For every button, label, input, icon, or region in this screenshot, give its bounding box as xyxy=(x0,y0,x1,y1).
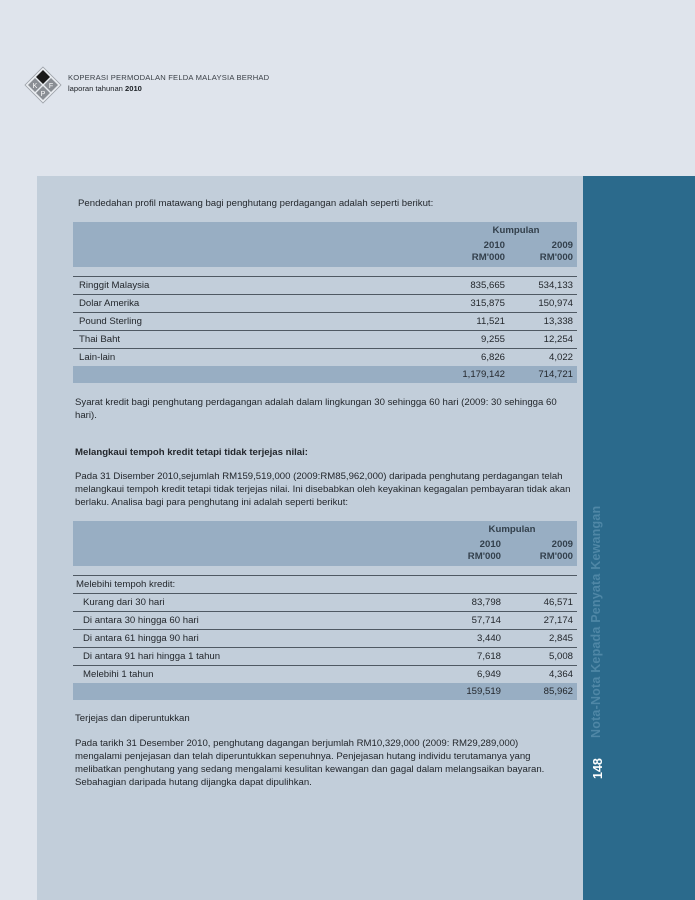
row-value-2010: 11,521 xyxy=(439,313,509,331)
table-row xyxy=(73,648,577,666)
report-title xyxy=(68,84,142,93)
table-row xyxy=(73,594,577,612)
col-year-2010: 2010 xyxy=(431,538,505,551)
row-value-2010: 7,618 xyxy=(431,648,505,666)
row-value-2009: 4,022 xyxy=(548,352,573,363)
past-due-analysis-table xyxy=(73,521,577,700)
row-label: Di antara 61 hingga 90 hari xyxy=(73,630,431,648)
row-label: Kurang dari 30 hari xyxy=(73,594,431,612)
table-row xyxy=(73,277,577,295)
table-subheading-row xyxy=(73,576,577,594)
row-value-2009: 4,364 xyxy=(548,669,573,680)
row-value-2009: 46,571 xyxy=(505,594,577,612)
row-value-2009: 12,254 xyxy=(509,331,577,349)
row-value-2010: 57,714 xyxy=(431,612,505,630)
row-label: Lain-lain xyxy=(79,352,116,363)
row-value-2010: 9,255 xyxy=(439,331,509,349)
total-value-2010: 1,179,142 xyxy=(439,366,509,383)
currency-profile-table xyxy=(73,222,577,383)
row-value-2009: 534,133 xyxy=(509,277,577,295)
row-label: Thai Baht xyxy=(73,331,439,349)
page-number: 148 xyxy=(591,758,605,779)
kpf-logo-icon xyxy=(24,66,62,104)
row-value-2010: 835,665 xyxy=(439,277,509,295)
table-row xyxy=(73,612,577,630)
organization-name: KOPERASI PERMODALAN FELDA MALAYSIA BERHAD xyxy=(68,73,270,82)
total-value-2009: 714,721 xyxy=(509,366,577,383)
col-year-2009: 2009 xyxy=(509,239,577,252)
section-heading-impaired: Terjejas dan diperuntukkan xyxy=(75,713,190,724)
table-header-years xyxy=(73,239,577,252)
col-year-2010: 2010 xyxy=(439,239,509,252)
row-label: Ringgit Malaysia xyxy=(73,277,439,295)
row-value-2010: 6,949 xyxy=(476,669,501,680)
section-text-past-due: Pada 31 Disember 2010,sejumlah RM159,519,000 (2009:RM85,962,000) daripada penghutang perdagangan telah melangkaui tempoh kredit tetapi tidak terjejas nilai. Ini disebabkan oleh keyakinan kegagalan pembayaran tidak akan berlaku. Analisa bagi para penghutang ini adalah seperti berikut: xyxy=(75,471,571,508)
col-unit-2009: RM'000 xyxy=(509,252,577,267)
logo-letter-k: K xyxy=(32,83,38,90)
col-unit-2010: RM'000 xyxy=(439,252,509,267)
table-row xyxy=(73,349,577,367)
row-value-2010: 3,440 xyxy=(431,630,505,648)
row-label: Di antara 91 hari hingga 1 tahun xyxy=(73,648,431,666)
row-value-2009: 150,974 xyxy=(509,295,577,313)
col-unit-2010: RM'000 xyxy=(431,551,505,566)
table-row xyxy=(73,295,577,313)
row-label: Melebihi 1 tahun xyxy=(83,669,154,680)
table-row xyxy=(73,666,577,684)
table-header-units xyxy=(73,551,577,566)
row-value-2009: 13,338 xyxy=(509,313,577,331)
table-header-units xyxy=(73,252,577,267)
table-row xyxy=(73,630,577,648)
row-value-2010: 315,875 xyxy=(439,295,509,313)
table-header-group xyxy=(73,521,577,538)
table-total-row xyxy=(73,366,577,383)
row-subheading: Melebihi tempoh kredit: xyxy=(73,576,431,594)
row-value-2010: 6,826 xyxy=(480,352,505,363)
sidebar-section-title: Nota-Nota Kepada Penyata Kewangan xyxy=(589,505,603,738)
group-label: Kumpulan xyxy=(431,521,577,538)
row-value-2009: 2,845 xyxy=(505,630,577,648)
row-label: Di antara 30 hingga 60 hari xyxy=(73,612,431,630)
table-header-years xyxy=(73,538,577,551)
total-value-2009: 85,962 xyxy=(505,683,577,700)
group-label: Kumpulan xyxy=(439,222,577,239)
report-year: 2010 xyxy=(125,84,142,93)
table-row xyxy=(73,313,577,331)
report-prefix: laporan tahunan xyxy=(68,84,126,93)
row-value-2009: 27,174 xyxy=(505,612,577,630)
table-total-row xyxy=(73,683,577,700)
table-header-group xyxy=(73,222,577,239)
credit-terms-text: Syarat kredit bagi penghutang perdagangan adalah dalam lingkungan 30 sehingga 60 hari (2009: 30 sehingga 60 hari). xyxy=(75,397,557,421)
intro-text: Pendedahan profil matawang bagi penghutang perdagangan adalah seperti berikut: xyxy=(78,198,434,209)
section-text-impaired: Pada tarikh 31 Desember 2010, penghutang dagangan berjumlah RM10,329,000 (2009: RM29,289,000) mengalami penjejasan dan telah diperuntukkan sepenuhnya. Penjejasan hutang individu terutamanya yang melibatkan penghutang yang sedang mengalami kesulitan kewangan dan gagal dalam melangsaikan bayaran. Sebahagian daripada hutang dijangka dapat dipulihkan. xyxy=(75,738,545,788)
table-row xyxy=(73,331,577,349)
logo-letter-p: P xyxy=(40,91,46,98)
logo-letter-f: F xyxy=(48,83,54,90)
row-label: Dolar Amerika xyxy=(73,295,439,313)
col-year-2009: 2009 xyxy=(505,538,577,551)
row-value-2009: 5,008 xyxy=(505,648,577,666)
section-heading-past-due: Melangkaui tempoh kredit tetapi tidak terjejas nilai: xyxy=(75,447,308,458)
row-value-2010: 83,798 xyxy=(431,594,505,612)
total-value-2010: 159,519 xyxy=(431,683,505,700)
col-unit-2009: RM'000 xyxy=(505,551,577,566)
row-label: Pound Sterling xyxy=(73,313,439,331)
